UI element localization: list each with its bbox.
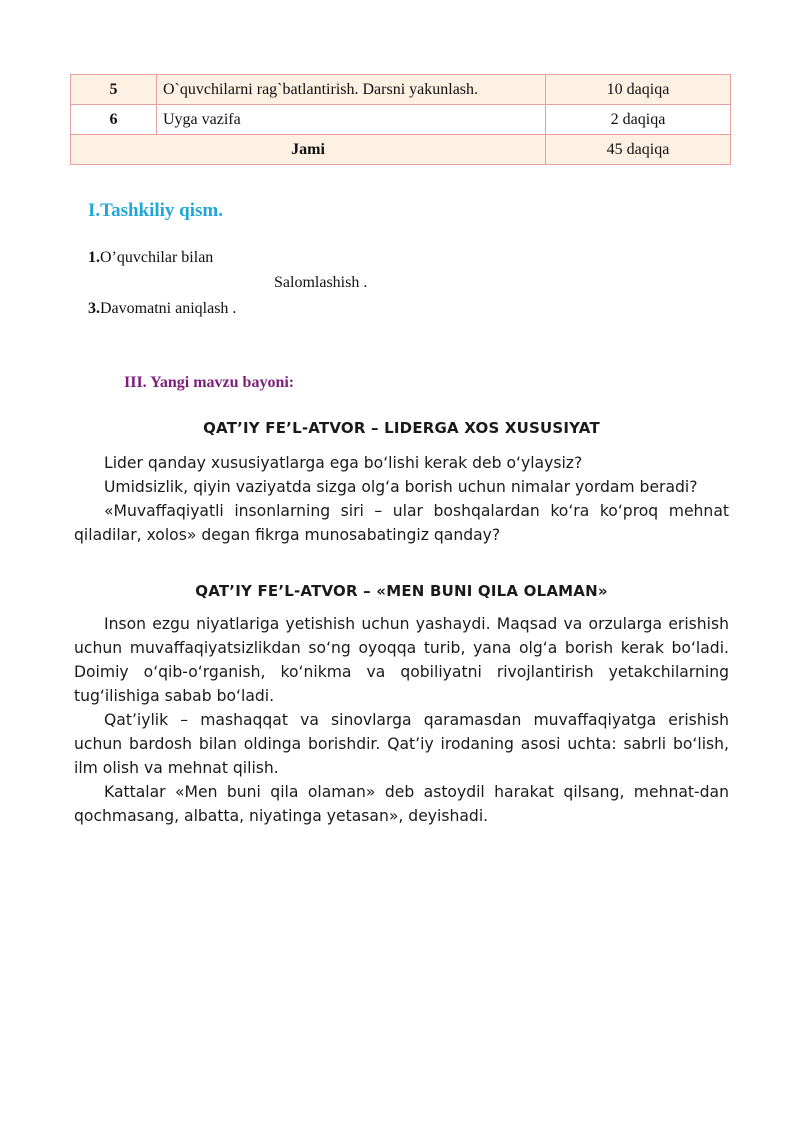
- total-label: Jami: [71, 135, 546, 165]
- textbook-paragraph: Lider qanday xususiyatlarga ega bo‘lishi kerak deb o‘ylaysiz?: [104, 454, 583, 472]
- row-description: Uyga vazifa: [157, 105, 546, 135]
- textbook-paragraph: «Muvaffaqiyatli insonlarning siri – ular boshqalardan ko‘ra ko‘proq mehnat qiladilar, xolos» degan fikrga munosabatingiz qanday?: [74, 502, 729, 544]
- row-duration: 10 daqiqa: [546, 75, 731, 105]
- total-duration: 45 daqiqa: [546, 135, 731, 165]
- section-new-topic-title: III. Yangi mavzu bayoni:: [124, 374, 295, 391]
- organizational-item-3: [88, 300, 236, 318]
- textbook-paragraph: Umidsizlik, qiyin vaziyatda sizga olg‘a borish uchun nimalar yordam beradi?: [104, 478, 698, 496]
- textbook-block-2: [74, 612, 729, 828]
- textbook-paragraph: Inson ezgu niyatlariga yetishish uchun yashaydi. Maqsad va orzularga erishish uchun muvaffaqiyatsizlikdan so‘ng oyoqqa turib, yana olg‘a borish kerak bo‘ladi. Doimiy o‘qib-o‘rganish, ko‘nikma va qobiliyatni rivojlantirish yetakchilarning tug‘ilishiga sabab bo‘ladi.: [74, 615, 729, 705]
- row-description: O`quvchilarni rag`batlantirish. Darsni yakunlash.: [157, 75, 546, 105]
- row-duration: 2 daqiqa: [546, 105, 731, 135]
- row-number: 6: [71, 105, 157, 135]
- section-organizational-title: I.Tashkiliy qism.: [88, 200, 224, 221]
- textbook-heading-2: QAT’IY FE’L-ATVOR – «MEN BUNI QILA OLAMAN»: [195, 582, 608, 600]
- item-number: 1.: [88, 249, 100, 266]
- textbook-block-1: [74, 451, 729, 547]
- organizational-item-1: [88, 249, 213, 267]
- table-row: [71, 105, 731, 135]
- textbook-paragraph: Kattalar «Men buni qila olaman» deb astoydil harakat qilsang, mehnat-dan qochmasang, albatta, niyatinga yetasan», deyishadi.: [74, 783, 729, 825]
- textbook-paragraph: Qat’iylik – mashaqqat va sinovlarga qaramasdan muvaffaqiyatga erishish uchun bardosh bilan oldinga borishdir. Qat’iy irodaning asosi uchta: sabrli bo‘lish, ilm olish va mehnat qilish.: [74, 711, 729, 777]
- organizational-item-2: [274, 274, 367, 292]
- table-row: [71, 75, 731, 105]
- lesson-plan-table: [70, 74, 731, 165]
- item-text: O’quvchilar bilan: [100, 249, 214, 266]
- item-text: Salomlashish .: [274, 274, 368, 291]
- item-text: Davomatni aniqlash .: [100, 300, 237, 317]
- item-number: 3.: [88, 300, 100, 317]
- row-number: 5: [71, 75, 157, 105]
- table-total-row: [71, 135, 731, 165]
- textbook-heading-1: QAT’IY FE’L-ATVOR – LIDERGA XOS XUSUSIYAT: [203, 419, 600, 437]
